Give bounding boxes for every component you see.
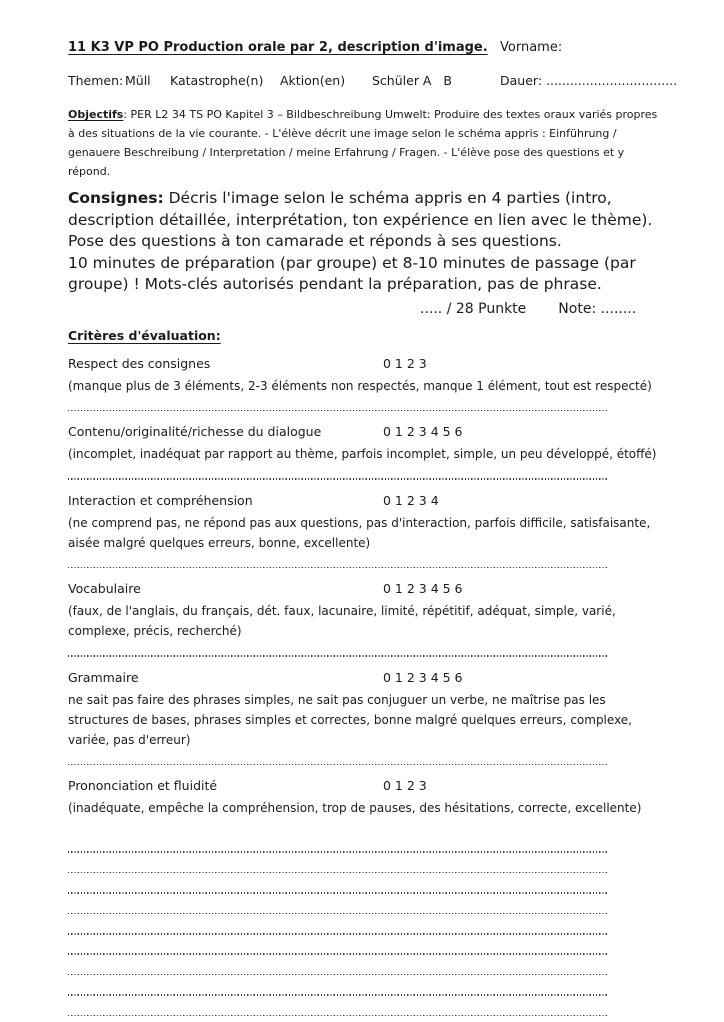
theme-muell: Müll [125,73,151,88]
blank-answer-line [68,1015,608,1017]
criterion-name: Vocabulaire [68,581,141,597]
criterion-description: (manque plus de 3 éléments, 2-3 éléments non respectés, manque 1 élément, tout est respecté) [68,378,652,393]
blank-answer-line [68,872,608,874]
schueler-label: Schüler A B [372,73,452,88]
criterion-description: (faux, de l'anglais, du français, dét. faux, lacunaire, limité, répétitif, adéquat, simple, varié, complexe, précis, recherché) [68,604,616,639]
section-divider [68,567,608,569]
criterion-scale: 0 1 2 3 4 5 6 [383,581,463,597]
header [68,40,660,58]
blank-answer-line [68,913,608,915]
criterion-prononciation [68,778,660,818]
blank-answer-line [68,851,608,853]
criterion-scale: 0 1 2 3 [383,778,427,794]
page-title: 11 K3 VP PO Production orale par 2, description d'image. [68,40,488,55]
criterion-name: Grammaire [68,669,139,685]
criterion-scale: 0 1 2 3 [383,355,427,371]
consignes-paragraph [68,188,660,296]
criterion-scale: 0 1 2 3 4 5 6 [383,669,463,685]
criterion-name: Contenu/originalité/richesse du dialogue [68,424,322,440]
criterion-grammaire [68,670,660,750]
criterion-description: (inadéquate, empêche la compréhension, trop de pauses, des hésitations, correcte, excellente) [68,801,642,816]
objectifs-label: Objectifs [68,108,124,121]
criterion-name: Prononciation et fluidité [68,778,218,794]
note-field: Note: ........ [558,300,637,317]
points-field: ..... / 28 Punkte [420,300,527,317]
objectifs-text: : PER L2 34 TS PO Kapitel 3 – Bildbeschreibung Umwelt: Produire des textes oraux variés propres à des situations de la vie courante. - L'élève décrit une image selon le schéma appris : Einführung / genauere Beschreibung / Interpretation / meine Erfahrung / Fragen. - L'élève pose des questions et y répond. [68,108,658,178]
blank-answer-line [68,974,608,976]
theme-aktion: Aktion(en) [280,73,346,88]
criterion-description: (incomplet, inadéquat par rapport au thème, parfois incomplet, simple, un peu développé, étoffé) [68,447,657,462]
consignes-text: Décris l'image selon le schéma appris en 4 parties (intro, description détaillée, interprétation, ton expérience en lien avec le thème). Pose des questions à ton camarade et réponds à ses questions. [68,189,653,250]
criterion-description: (ne comprend pas, ne répond pas aux questions, pas d'interaction, parfois difficile, satisfaisante, aisée malgré quelques erreurs, bonne, excellente) [68,515,651,550]
criteria-heading: Critères d'évaluation: [68,327,221,343]
themen-label: Themen: [68,73,124,88]
section-divider [68,478,608,480]
criterion-vocabulaire [68,581,660,641]
section-divider [68,655,608,657]
section-divider [68,410,608,412]
criterion-respect-des-consignes [68,356,660,396]
objectifs-paragraph [68,105,660,181]
blank-answer-line [68,892,608,894]
consignes-label: Consignes: [68,189,164,207]
criterion-name: Interaction et compréhension [68,492,253,508]
blank-answer-line [68,933,608,935]
criterion-description: ne sait pas faire des phrases simples, ne sait pas conjuguer un verbe, ne maîtrise pas les structures de bases, phrases simples et correctes, bonne malgré quelques erreurs, complexe, variée, pas d'erreur) [68,692,632,747]
criterion-contenu [68,424,660,464]
criterion-interaction [68,493,660,553]
blank-answer-line [68,953,608,955]
theme-katastrophe: Katastrophe(n) [170,73,264,88]
criterion-name: Respect des consignes [68,355,211,371]
vorname-label: Vorname: [500,40,563,55]
consignes-text-2: 10 minutes de préparation (par groupe) et 8-10 minutes de passage (par groupe) ! Mots-clés autorisés pendant la préparation, pas de phrase. [68,253,636,293]
answer-lines [68,851,660,1016]
blank-answer-line [68,994,608,996]
section-divider [68,764,608,766]
criterion-scale: 0 1 2 3 4 [383,492,439,508]
criterion-scale: 0 1 2 3 4 5 6 [383,424,463,440]
themen-row [68,73,678,90]
score-row [420,301,660,317]
dauer-field: Dauer: ................................. [500,73,678,88]
